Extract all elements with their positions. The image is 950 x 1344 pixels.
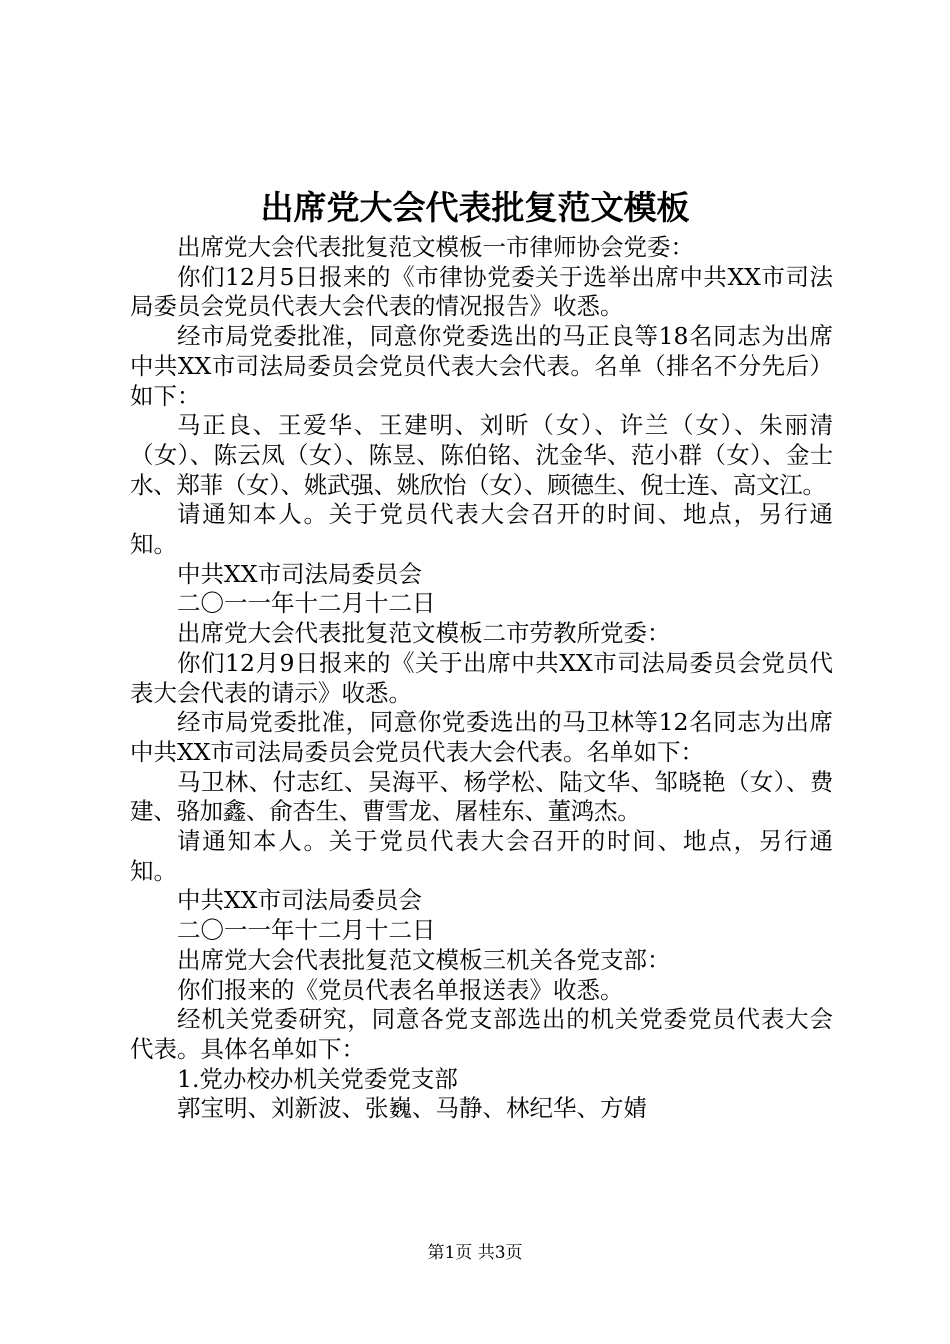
list-heading: 1.党办校办机关党委党支部 [177,1064,458,1093]
section-heading: 出席党大会代表批复范文模板三机关各党支部： [177,945,671,974]
paragraph: 你们报来的《党员代表名单报送表》收悉。 [177,975,624,1004]
paragraph: 经市局党委批准，同意你党委选出的马正良等18名同志为出席中共XX市司法局委员会党员代表大会代表。名单（排名不分先后）如下： [130,322,833,410]
signature-organization: 中共XX市司法局委员会 [177,559,422,588]
signature-organization: 中共XX市司法局委员会 [177,886,422,915]
name-list: 郭宝明、刘新波、张巍、马静、林纪华、方婧 [177,1094,647,1123]
paragraph: 你们12月5日报来的《市律协党委关于选举出席中共XX市司法局委员会党员代表大会代表的情况报告》收悉。 [130,262,833,321]
document-body [130,233,833,1124]
paragraph: 经机关党委研究，同意各党支部选出的机关党委党员代表大会代表。具体名单如下： [130,1005,833,1063]
document-title: 出席党大会代表批复范文模板 [260,188,690,227]
paragraph: 你们12月9日报来的《关于出席中共XX市司法局委员会党员代表大会代表的请示》收悉。 [130,648,833,707]
section-heading: 出席党大会代表批复范文模板二市劳教所党委： [177,619,671,648]
paragraph: 出席党大会代表批复范文模板一市律师协会党委： [177,233,694,261]
paragraph: 马卫林、付志红、吴海平、杨学松、陆文华、邹晓艳（女）、费建、骆加鑫、俞杏生、曹雪龙、屠桂东、董鸿杰。 [130,767,833,826]
paragraph: 请通知本人。关于党员代表大会召开的时间、地点，另行通知。 [130,500,833,559]
page-number-footer: 第1页 共3页 [427,1243,523,1263]
paragraph: 马正良、王爱华、王建明、刘昕（女）、许兰（女）、朱丽清（女）、陈云凤（女）、陈昱、陈伯铭、沈金华、范小群（女）、金士水、郑菲（女）、姚武强、姚欣怡（女）、顾德生、倪士连、高文江。 [130,411,833,499]
paragraph: 请通知本人。关于党员代表大会召开的时间、地点，另行通知。 [130,827,833,885]
signature-date: 二〇一一年十二月十二日 [177,916,436,945]
signature-date: 二〇一一年十二月十二日 [177,589,436,618]
paragraph: 经市局党委批准，同意你党委选出的马卫林等12名同志为出席中共XX市司法局委员会党员代表大会代表。名单如下： [130,708,833,766]
